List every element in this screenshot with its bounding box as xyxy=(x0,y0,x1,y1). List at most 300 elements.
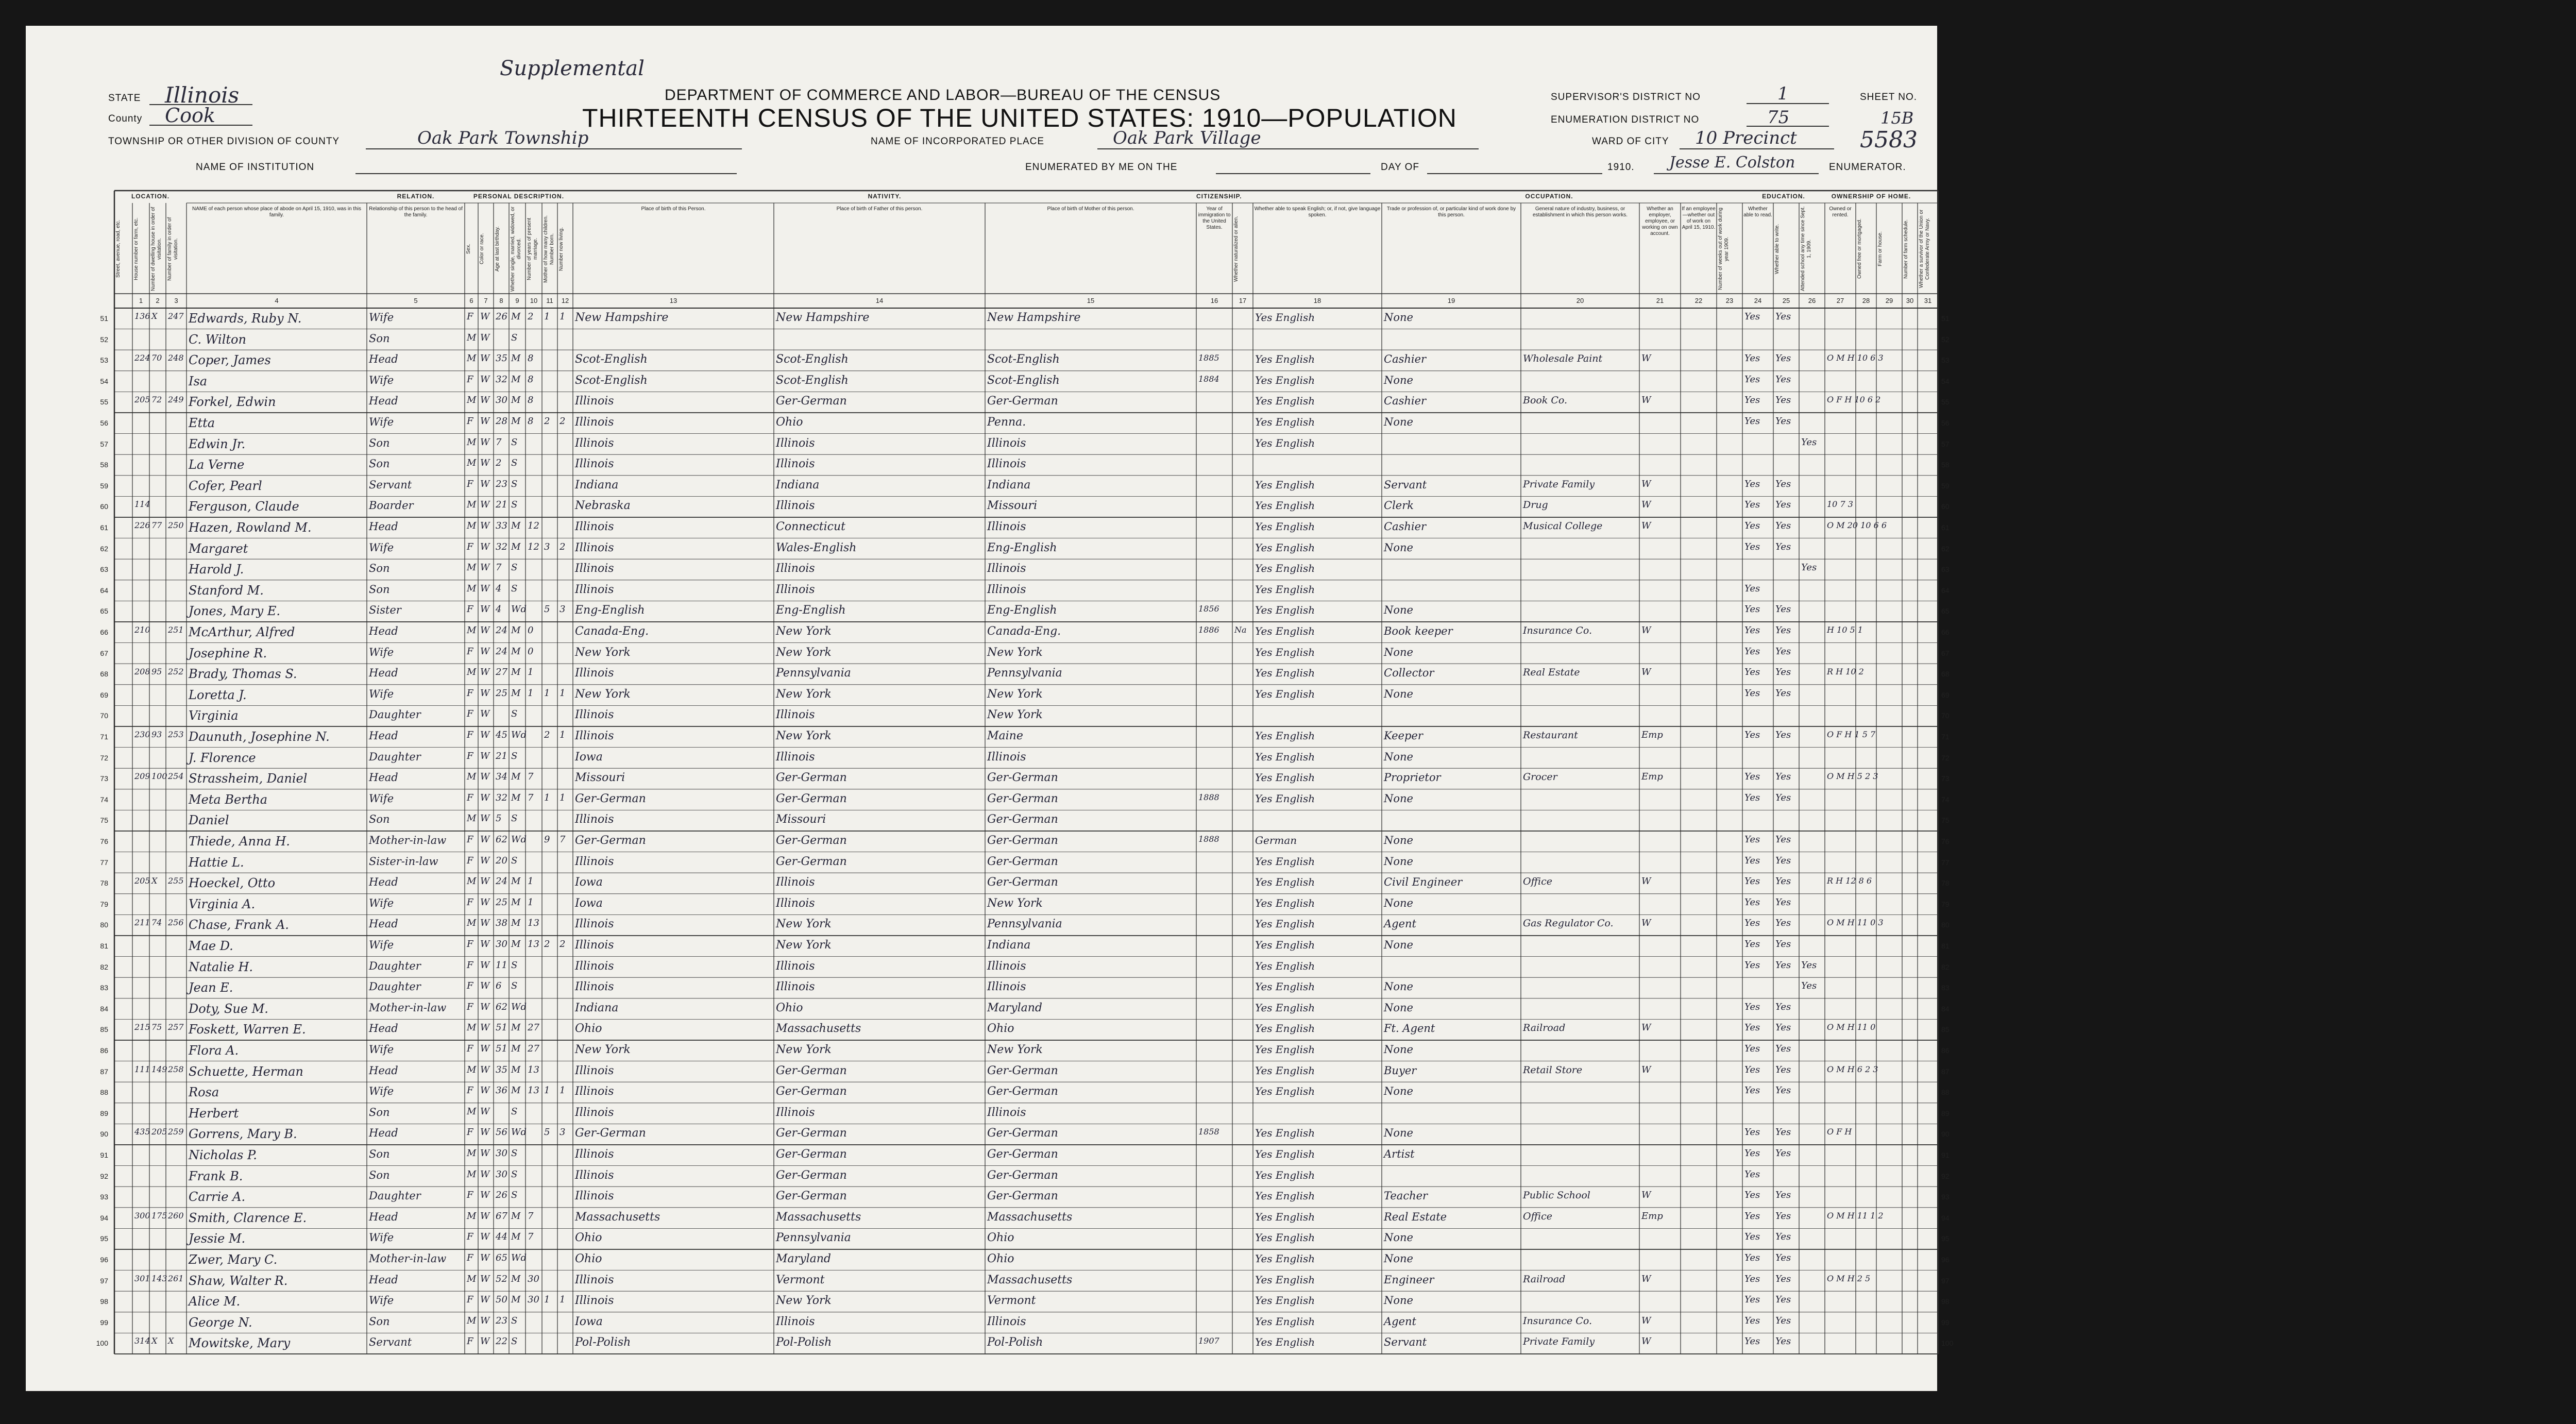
cell-dwelling: 93 xyxy=(151,730,162,739)
cell-name: Smith, Clarence E. xyxy=(189,1210,307,1225)
cell-relation: Son xyxy=(369,562,390,575)
cell-family: 260 xyxy=(168,1210,184,1220)
cell-name: Shaw, Walter R. xyxy=(189,1273,288,1288)
cell-father: Ger-German xyxy=(776,1168,847,1182)
cell-father: New York xyxy=(776,939,832,952)
cell-sex: F xyxy=(467,1085,473,1096)
cell-trade: Clerk xyxy=(1384,499,1414,512)
cell-owned: O M 20 10 6 6 xyxy=(1827,520,1887,530)
cell-trade: None xyxy=(1384,1231,1413,1244)
cell-write: Yes xyxy=(1775,876,1791,887)
line-number-right: 100 xyxy=(1941,1339,1954,1348)
cell-age: 24 xyxy=(496,625,507,636)
cell-name: Frank B. xyxy=(189,1168,243,1183)
cell-read: Yes xyxy=(1744,1273,1760,1284)
cell-school: Yes xyxy=(1801,959,1817,971)
cell-owned: 10 7 3 xyxy=(1827,499,1853,510)
cell-mother: Ohio xyxy=(987,1252,1014,1265)
cell-marital: S xyxy=(511,1106,518,1117)
cell-family: 257 xyxy=(168,1022,184,1032)
cell-mother: Scot-English xyxy=(987,374,1060,387)
cell-father: Eng-English xyxy=(776,604,846,617)
cell-birth: Illinois xyxy=(575,583,614,596)
cell-name: Zwer, Mary C. xyxy=(189,1252,278,1267)
cell-birth: New York xyxy=(575,1043,631,1056)
column-number: 21 xyxy=(1656,297,1664,304)
cell-name: Meta Bertha xyxy=(189,792,268,807)
cell-relation: Head xyxy=(369,667,398,680)
cell-birth: Pol-Polish xyxy=(575,1336,631,1349)
cell-marital: Wd xyxy=(511,730,527,740)
cell-relation: Son xyxy=(369,1315,390,1328)
line-number-right: 78 xyxy=(1941,879,1950,888)
cell-years: 13 xyxy=(528,1064,539,1075)
cell-name: Cofer, Pearl xyxy=(189,478,262,493)
cell-name: Edwards, Ruby N. xyxy=(189,311,302,326)
stamp-number: 5583 xyxy=(1860,127,1918,153)
cell-write: Yes xyxy=(1775,520,1791,531)
line-number: 67 xyxy=(100,649,108,657)
cell-race: W xyxy=(480,457,490,469)
cell-birth: Illinois xyxy=(575,1273,614,1286)
section-header: OWNERSHIP OF HOME. xyxy=(1831,193,1911,200)
cell-marital: S xyxy=(511,436,518,448)
cell-age: 4 xyxy=(496,583,502,594)
cell-write: Yes xyxy=(1775,1001,1791,1012)
cell-mother: Illinois xyxy=(987,520,1026,533)
line-number-right: 66 xyxy=(1941,628,1950,636)
line-number: 57 xyxy=(100,439,108,448)
cell-sex: F xyxy=(467,834,473,845)
cell-years: 1 xyxy=(528,876,534,887)
cell-trade: Real Estate xyxy=(1384,1210,1447,1223)
cell-age: 25 xyxy=(496,896,507,908)
cell-years: 13 xyxy=(528,939,539,950)
cell-father: New York xyxy=(776,918,832,931)
cell-english: Yes English xyxy=(1255,416,1315,428)
cell-mother: Illinois xyxy=(987,562,1026,575)
cell-mother: New Hampshire xyxy=(987,311,1081,324)
cell-relation: Head xyxy=(369,1022,398,1035)
cell-industry: Retail Store xyxy=(1523,1064,1583,1076)
cell-read: Yes xyxy=(1744,541,1760,552)
cell-emp: W xyxy=(1641,1190,1651,1201)
cell-house: 205 xyxy=(134,395,150,405)
cell-marital: M xyxy=(511,1273,521,1284)
cell-sex: M xyxy=(467,1148,477,1159)
cell-born: 2 xyxy=(544,416,550,427)
supervisor-district-label: SUPERVISOR'S DISTRICT NO xyxy=(1551,92,1701,103)
cell-name: La Verne xyxy=(189,457,245,472)
line-number-right: 76 xyxy=(1941,837,1950,845)
column-number: 26 xyxy=(1808,297,1816,304)
cell-name: Coper, James xyxy=(189,353,271,368)
cell-age: 27 xyxy=(496,667,507,678)
cell-write: Yes xyxy=(1775,1190,1791,1201)
cell-birth: Ger-German xyxy=(575,1127,646,1140)
cell-imm: 1856 xyxy=(1198,604,1219,614)
cell-mother: Ger-German xyxy=(987,855,1058,868)
line-number-right: 97 xyxy=(1941,1276,1950,1285)
line-number: 58 xyxy=(100,461,108,469)
county-label: County xyxy=(108,113,143,124)
cell-birth: Illinois xyxy=(575,708,614,722)
cell-sex: F xyxy=(467,311,473,322)
cell-race: W xyxy=(480,1127,490,1138)
cell-marital: M xyxy=(511,876,521,887)
cell-sex: M xyxy=(467,1168,477,1180)
cell-emp: W xyxy=(1641,1336,1651,1347)
cell-marital: S xyxy=(511,855,518,866)
cell-industry: Real Estate xyxy=(1523,667,1580,679)
cell-race: W xyxy=(480,1315,490,1326)
cell-english: German xyxy=(1255,834,1297,846)
cell-mother: Ohio xyxy=(987,1022,1014,1036)
cell-age: 62 xyxy=(496,834,507,845)
column-number: 5 xyxy=(414,297,418,304)
cell-marital: S xyxy=(511,959,518,971)
cell-english: Yes English xyxy=(1255,1336,1315,1349)
cell-family: 258 xyxy=(168,1064,184,1074)
cell-relation: Wife xyxy=(369,541,394,554)
cell-read: Yes xyxy=(1744,918,1760,929)
cell-marital: Wd xyxy=(511,1001,527,1012)
column-number: 19 xyxy=(1447,297,1455,304)
cell-english: Yes English xyxy=(1255,520,1315,533)
cell-relation: Servant xyxy=(369,478,412,491)
cell-read: Yes xyxy=(1744,604,1760,615)
cell-father: Scot-English xyxy=(776,353,849,366)
cell-age: 35 xyxy=(496,1064,507,1075)
cell-mother: Illinois xyxy=(987,583,1026,596)
cell-race: W xyxy=(480,855,490,866)
cell-birth: Illinois xyxy=(575,1168,614,1182)
cell-write: Yes xyxy=(1775,1064,1791,1075)
line-number: 65 xyxy=(100,607,108,616)
cell-father: New York xyxy=(776,625,832,638)
cell-sex: F xyxy=(467,1127,473,1138)
cell-marital: M xyxy=(511,1231,521,1243)
cell-name: Hattie L. xyxy=(189,855,244,870)
cell-sex: M xyxy=(467,876,477,887)
cell-mother: Illinois xyxy=(987,1315,1026,1328)
cell-english: Yes English xyxy=(1255,750,1315,763)
cell-owned: O F H xyxy=(1827,1127,1852,1137)
cell-sex: F xyxy=(467,750,473,761)
cell-write: Yes xyxy=(1775,374,1791,385)
cell-age: 11 xyxy=(496,959,507,971)
cell-years: 1 xyxy=(528,687,534,699)
line-number: 71 xyxy=(100,733,108,741)
cell-birth: Illinois xyxy=(575,730,614,742)
line-number-right: 69 xyxy=(1941,690,1950,699)
cell-age: 21 xyxy=(496,499,507,511)
section-header: LOCATION. xyxy=(131,193,170,200)
cell-school: Yes xyxy=(1801,562,1817,573)
cell-mother: Ger-German xyxy=(987,771,1058,785)
county-value: Cook xyxy=(165,104,215,127)
cell-mother: Ger-German xyxy=(987,876,1058,889)
cell-emp: W xyxy=(1641,1315,1651,1326)
cell-years: 2 xyxy=(528,311,534,322)
cell-mother: Indiana xyxy=(987,478,1031,491)
cell-age: 7 xyxy=(496,436,502,448)
cell-race: W xyxy=(480,1148,490,1159)
cell-emp: W xyxy=(1641,1273,1651,1284)
cell-age: 28 xyxy=(496,416,507,427)
cell-write: Yes xyxy=(1775,687,1791,699)
line-number-right: 96 xyxy=(1941,1256,1950,1264)
cell-living: 1 xyxy=(560,311,566,322)
cell-trade: Teacher xyxy=(1384,1190,1428,1202)
cell-father: Illinois xyxy=(776,1106,815,1119)
cell-emp: W xyxy=(1641,499,1651,511)
cell-mother: Massachusetts xyxy=(987,1210,1073,1224)
line-number-right: 88 xyxy=(1941,1088,1950,1097)
line-number-right: 59 xyxy=(1941,481,1950,490)
cell-father: Wales-English xyxy=(776,541,857,554)
state-label: STATE xyxy=(108,93,141,104)
cell-write: Yes xyxy=(1775,771,1791,783)
line-number: 62 xyxy=(100,544,108,553)
line-number: 68 xyxy=(100,670,108,679)
cell-dwelling: 95 xyxy=(151,667,162,677)
institution-label: NAME OF INSTITUTION xyxy=(196,162,315,173)
cell-race: W xyxy=(480,1273,490,1284)
cell-living: 2 xyxy=(560,416,566,427)
cell-sex: F xyxy=(467,1336,473,1347)
cell-read: Yes xyxy=(1744,1336,1760,1347)
cell-name: Jones, Mary E. xyxy=(189,604,280,619)
cell-age: 25 xyxy=(496,687,507,699)
cell-english: Yes English xyxy=(1255,730,1315,742)
cell-industry: Gas Regulator Co. xyxy=(1523,918,1614,929)
cell-marital: M xyxy=(511,1064,521,1075)
cell-father: Illinois xyxy=(776,980,815,994)
line-number: 66 xyxy=(100,628,108,636)
cell-dwelling: 74 xyxy=(151,918,162,928)
cell-sex: F xyxy=(467,1231,473,1243)
cell-read: Yes xyxy=(1744,416,1760,427)
line-number-right: 95 xyxy=(1941,1234,1950,1243)
cell-trade: Cashier xyxy=(1384,520,1427,533)
cell-years: 1 xyxy=(528,667,534,678)
incorporated-place-value: Oak Park Village xyxy=(1113,128,1261,148)
cell-birth: Illinois xyxy=(575,436,614,450)
cell-race: W xyxy=(480,1168,490,1180)
cell-age: 4 xyxy=(496,604,502,615)
line-number-right: 63 xyxy=(1941,565,1950,574)
cell-emp: W xyxy=(1641,918,1651,929)
cell-relation: Head xyxy=(369,625,398,637)
line-number-right: 94 xyxy=(1941,1213,1950,1222)
cell-write: Yes xyxy=(1775,1127,1791,1138)
cell-age: 51 xyxy=(496,1022,507,1033)
line-number: 83 xyxy=(100,984,108,992)
cell-trade: None xyxy=(1384,896,1413,909)
cell-sex: F xyxy=(467,855,473,866)
cell-race: W xyxy=(480,1294,490,1306)
cell-read: Yes xyxy=(1744,896,1760,908)
cell-birth: Illinois xyxy=(575,416,614,429)
line-number-right: 70 xyxy=(1941,711,1950,720)
cell-father: Illinois xyxy=(776,750,815,764)
cell-owned: O F H 1 5 7 xyxy=(1827,730,1876,739)
cell-english: Yes English xyxy=(1255,792,1315,805)
cell-trade: Cashier xyxy=(1384,395,1427,408)
cell-age: 20 xyxy=(496,855,507,866)
column-header: Whether able to speak English; or, if not, give language spoken. xyxy=(1254,206,1381,218)
cell-born: 1 xyxy=(544,792,550,803)
line-number: 95 xyxy=(100,1234,108,1243)
column-header: Farm or house. xyxy=(1877,231,1883,266)
cell-living: 7 xyxy=(560,834,566,845)
cell-mother: Pennsylvania xyxy=(987,918,1062,931)
cell-trade: None xyxy=(1384,541,1413,554)
cell-father: Scot-English xyxy=(776,374,849,387)
cell-sex: M xyxy=(467,562,477,573)
cell-years: 7 xyxy=(528,1210,534,1222)
cell-name: Etta xyxy=(189,416,215,430)
cell-relation: Wife xyxy=(369,792,394,805)
cell-birth: Iowa xyxy=(575,750,603,764)
line-number: 55 xyxy=(100,398,108,406)
cell-mother: Massachusetts xyxy=(987,1273,1073,1286)
cell-relation: Head xyxy=(369,395,398,408)
cell-age: 26 xyxy=(496,311,507,322)
cell-sex: M xyxy=(467,1210,477,1222)
cell-mother: Illinois xyxy=(987,750,1026,764)
cell-relation: Head xyxy=(369,520,398,533)
cell-father: Illinois xyxy=(776,708,815,722)
cell-relation: Head xyxy=(369,876,398,889)
line-number: 96 xyxy=(100,1256,108,1264)
cell-birth: Ohio xyxy=(575,1022,602,1036)
line-number: 82 xyxy=(100,962,108,971)
cell-owned: O M H 6 2 3 xyxy=(1827,1064,1878,1074)
cell-born: 5 xyxy=(544,1127,550,1138)
cell-father: Illinois xyxy=(776,562,815,575)
column-number: 25 xyxy=(1782,297,1790,304)
cell-imm: 1858 xyxy=(1198,1127,1219,1137)
cell-name: Natalie H. xyxy=(189,959,253,974)
cell-sex: F xyxy=(467,896,473,908)
cell-relation: Wife xyxy=(369,311,394,324)
cell-race: W xyxy=(480,667,490,678)
cell-name: Hazen, Rowland M. xyxy=(189,520,312,535)
line-number: 52 xyxy=(100,335,108,344)
cell-father: Massachusetts xyxy=(776,1022,861,1036)
cell-english: Yes English xyxy=(1255,1190,1315,1202)
line-number: 97 xyxy=(100,1276,108,1285)
cell-read: Yes xyxy=(1744,834,1760,845)
year-label: 1910. xyxy=(1607,162,1635,173)
cell-father: Pennsylvania xyxy=(776,667,851,680)
cell-owned: O M H 10 6 3 xyxy=(1827,353,1884,363)
sheet-label: SHEET NO. xyxy=(1860,92,1918,103)
cell-name: Chase, Frank A. xyxy=(189,918,289,933)
cell-english: Yes English xyxy=(1255,499,1315,512)
cell-name: Isa xyxy=(189,374,208,388)
cell-name: C. Wilton xyxy=(189,332,246,347)
cell-sex: M xyxy=(467,353,477,364)
cell-imm: 1884 xyxy=(1198,374,1219,384)
cell-birth: Illinois xyxy=(575,1064,614,1077)
cell-birth: Indiana xyxy=(575,1001,619,1014)
cell-dwelling: X xyxy=(151,311,158,321)
cell-sex: F xyxy=(467,374,473,385)
cell-dwelling: 175 xyxy=(151,1210,167,1220)
cell-relation: Wife xyxy=(369,416,394,428)
cell-birth: Nebraska xyxy=(575,499,631,513)
cell-relation: Son xyxy=(369,457,390,470)
cell-read: Yes xyxy=(1744,855,1760,866)
cell-mother: Illinois xyxy=(987,980,1026,994)
census-title: THIRTEENTH CENSUS OF THE UNITED STATES: 1910—POPULATION xyxy=(582,104,1457,132)
cell-write: Yes xyxy=(1775,1210,1791,1222)
cell-name: Nicholas P. xyxy=(189,1148,257,1162)
state-value: Illinois xyxy=(165,82,240,108)
ward-value: 10 Precinct xyxy=(1695,128,1797,148)
cell-name: Harold J. xyxy=(189,562,244,577)
cell-mother: Scot-English xyxy=(987,353,1060,366)
cell-family: 259 xyxy=(168,1127,184,1137)
cell-birth: Illinois xyxy=(575,1190,614,1203)
cell-write: Yes xyxy=(1775,939,1791,950)
line-number-right: 87 xyxy=(1941,1067,1950,1076)
cell-born: 9 xyxy=(544,834,550,845)
cell-family: 255 xyxy=(168,876,184,886)
cell-english: Yes English xyxy=(1255,436,1315,449)
cell-father: New York xyxy=(776,646,832,659)
cell-age: 5 xyxy=(496,813,502,824)
cell-read: Yes xyxy=(1744,520,1760,531)
column-header: Place of birth of Mother of this person. xyxy=(1047,206,1134,212)
cell-house: 209 xyxy=(134,771,150,782)
line-number: 93 xyxy=(100,1193,108,1201)
cell-father: Illinois xyxy=(776,457,815,471)
cell-emp: W xyxy=(1641,876,1651,887)
cell-father: Illinois xyxy=(776,896,815,910)
cell-english: Yes English xyxy=(1255,1085,1315,1098)
cell-race: W xyxy=(480,896,490,908)
cell-name: Rosa xyxy=(189,1085,219,1100)
sheet-number: 15B xyxy=(1880,108,1914,128)
section-header: CITIZENSHIP. xyxy=(1196,193,1242,200)
cell-race: W xyxy=(480,834,490,845)
line-number-right: 99 xyxy=(1941,1318,1950,1327)
line-number: 89 xyxy=(100,1109,108,1117)
cell-imm: 1907 xyxy=(1198,1336,1219,1346)
cell-birth: Illinois xyxy=(575,1148,614,1161)
column-number: 30 xyxy=(1906,297,1914,304)
cell-relation: Head xyxy=(369,353,398,366)
enumeration-district-label: ENUMERATION DISTRICT NO xyxy=(1551,114,1700,125)
cell-mother: Vermont xyxy=(987,1294,1036,1308)
cell-sex: F xyxy=(467,792,473,803)
cell-years: 7 xyxy=(528,792,534,803)
cell-sex: M xyxy=(467,667,477,678)
cell-father: New York xyxy=(776,687,832,701)
cell-read: Yes xyxy=(1744,625,1760,636)
cell-age: 6 xyxy=(496,980,502,992)
cell-sex: F xyxy=(467,416,473,427)
cell-family: 250 xyxy=(168,520,184,530)
cell-trade: None xyxy=(1384,646,1413,658)
cell-sex: M xyxy=(467,395,477,406)
column-header: Number now living. xyxy=(558,227,564,271)
cell-mother: Indiana xyxy=(987,939,1031,952)
